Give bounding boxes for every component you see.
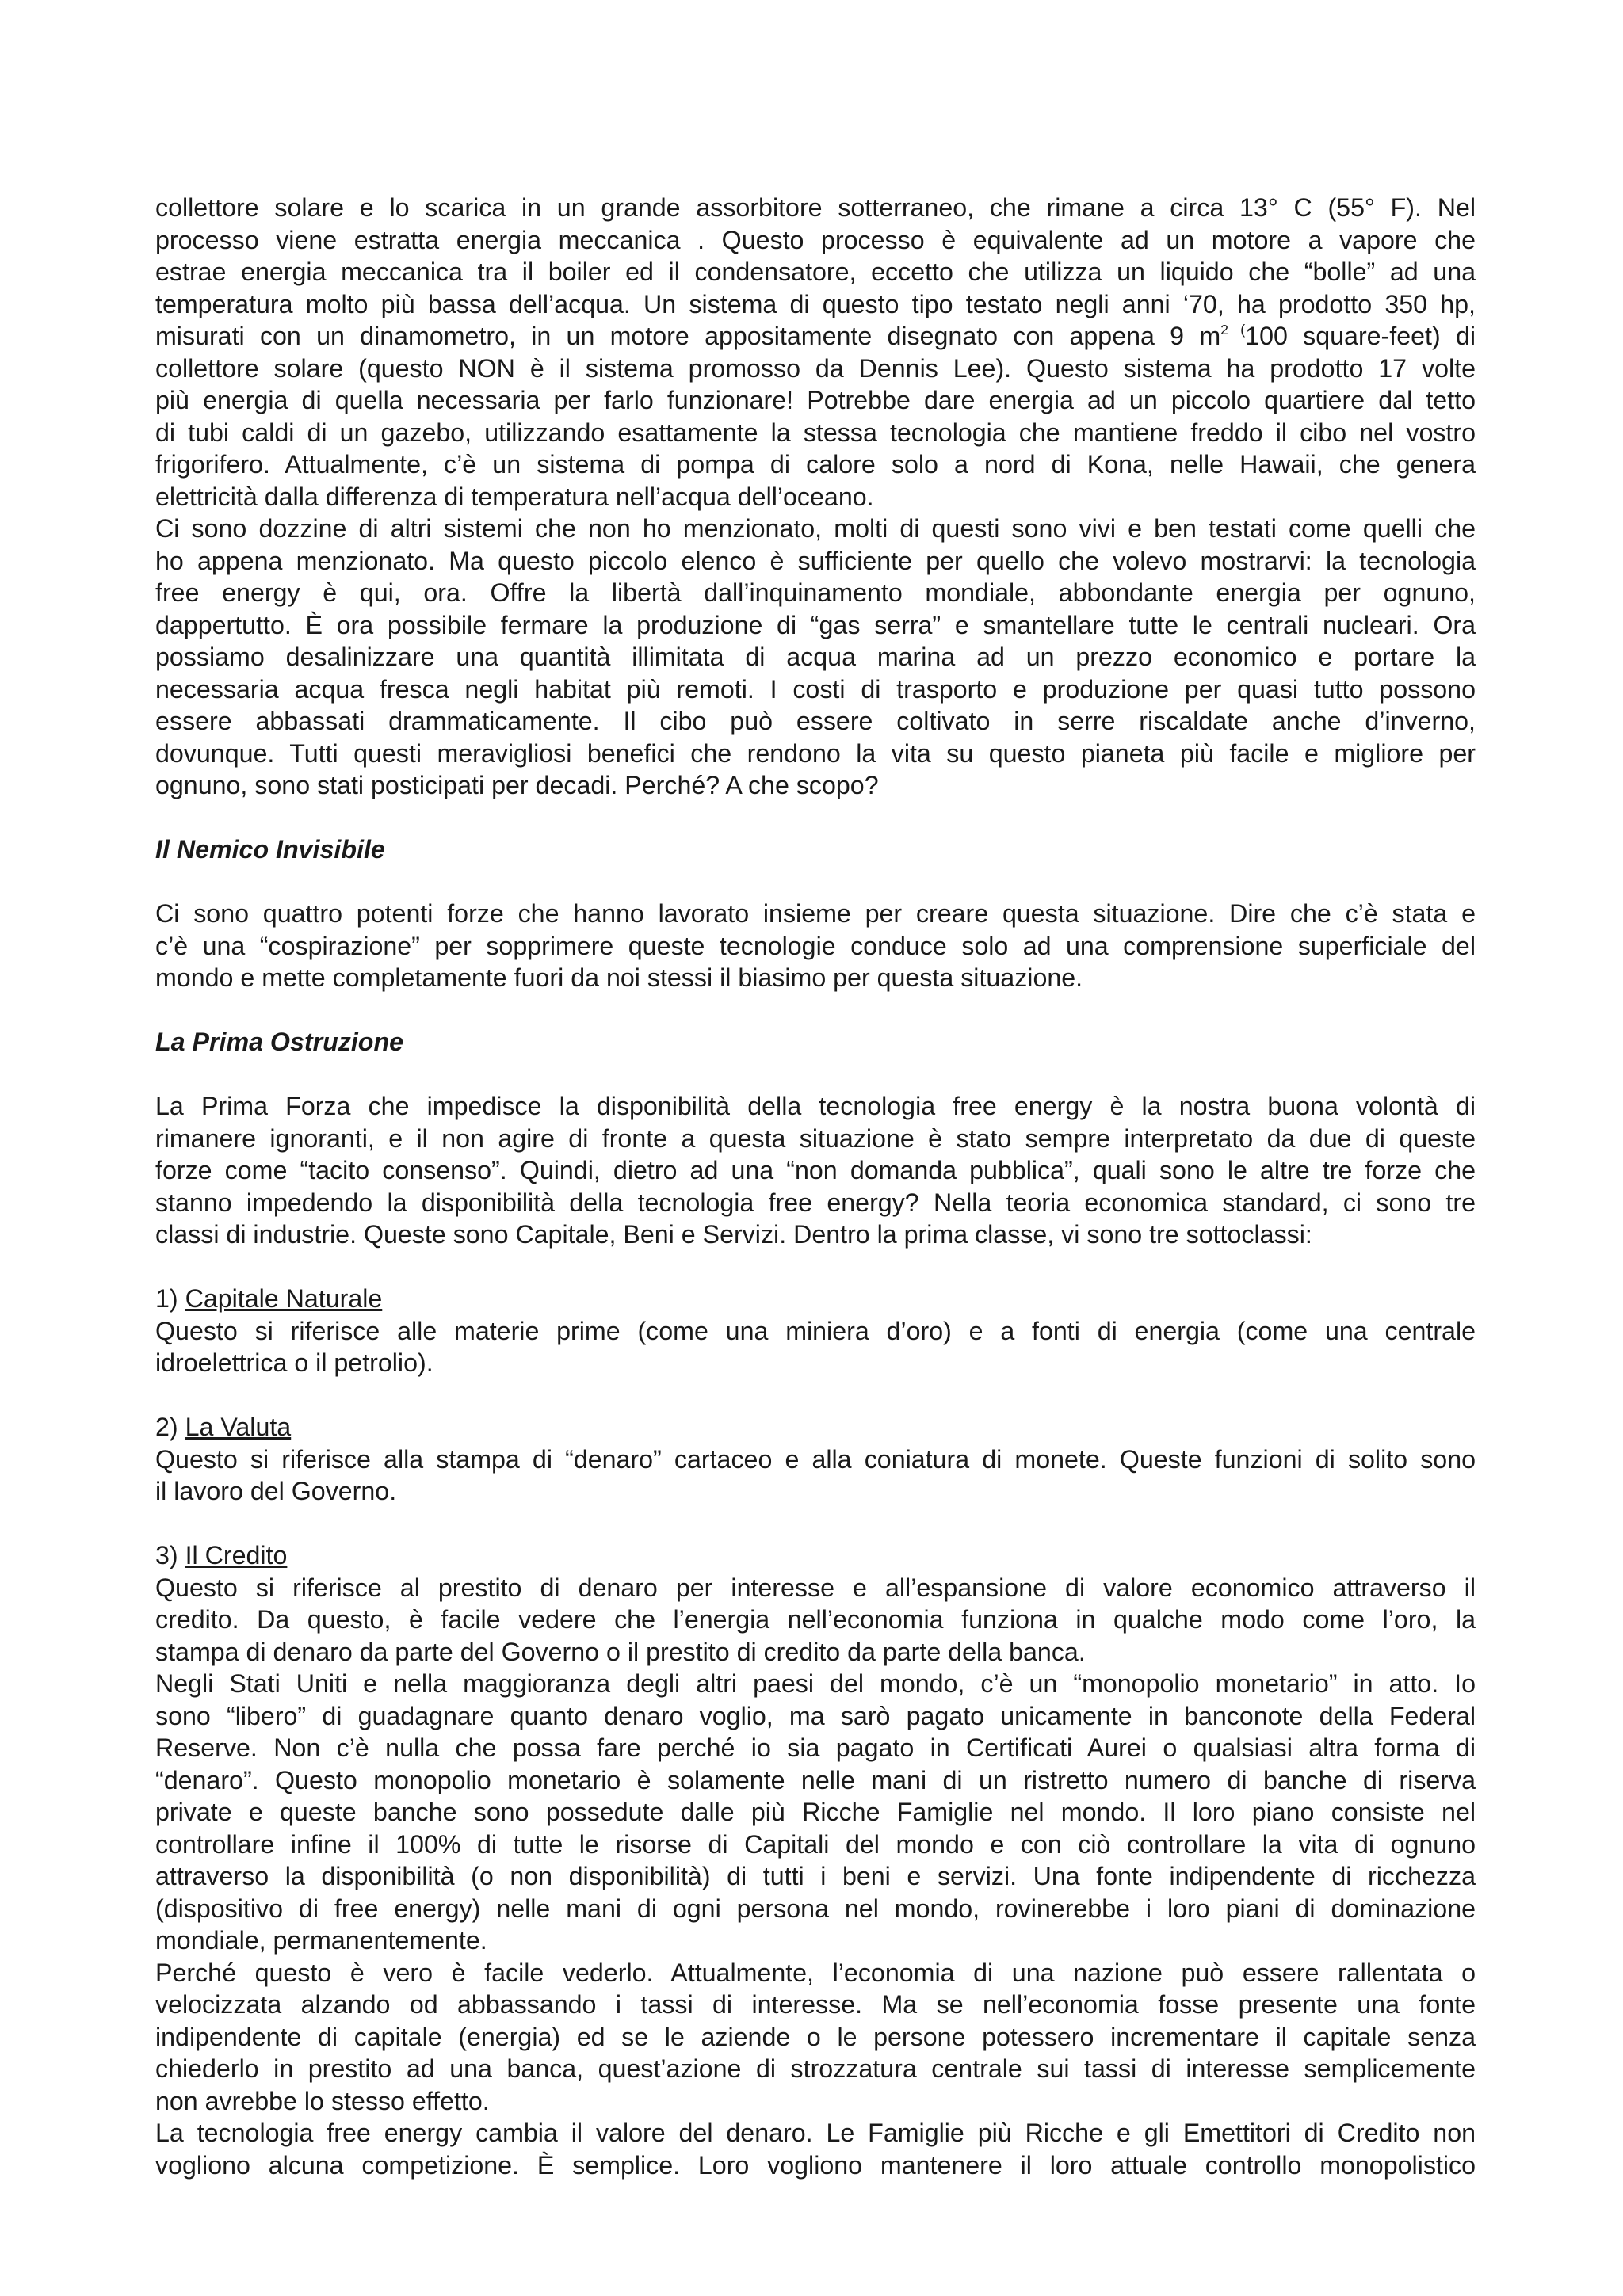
text-line: mondo e mette completamente fuori da noi stessi il biasimo per questa situazione. <box>155 963 1083 992</box>
list-title-text: Il Credito <box>185 1541 288 1569</box>
text-line: Questo si riferisce alle materie prime (come una miniera d’oro) e a fonti di energia (come una centrale <box>155 1316 1476 1345</box>
text-line: c’è una “cospirazione” per sopprimere queste tecnologie conduce solo ad una comprensione superficiale del <box>155 931 1476 960</box>
text-segment: misurati con un dinamometro, in un motore appositamente disegnato con appena 9 m <box>155 322 1221 350</box>
text-line: non avrebbe lo stesso effetto. <box>155 2086 490 2115</box>
text-line: possiamo desalinizzare una quantità illimitata di acqua marina ad un prezzo economico e portare la <box>155 643 1476 671</box>
list-item-title <box>155 1411 1476 1444</box>
text-line: controllare infine il 100% di tutte le risorse di Capitali del mondo e con ciò controllare la vita di ognuno <box>155 1829 1476 1859</box>
text-line: free energy è qui, ora. Offre la libertà dall’inquinamento mondiale, abbondante energia per ognuno, <box>155 578 1476 607</box>
text-line: vogliono alcuna competizione. È semplice. Loro vogliono mantenere il loro attuale controllo monopolistico <box>155 2150 1476 2180</box>
paragraph-monetary-monopoly <box>155 1668 1476 1957</box>
text-line: La tecnologia free energy cambia il valore del denaro. Le Famiglie più Ricche e gli Emettitori di Credito non <box>155 2119 1476 2147</box>
text-line: temperatura molto più bassa dell’acqua. Un sistema di questo tipo testato negli anni ‘70, ha prodotto 350 hp, <box>155 289 1476 318</box>
paragraph-solar-collector <box>155 192 1476 513</box>
text-line: forze come “tacito consenso”. Quindi, dietro ad una “non domanda pubblica”, quali sono le altre tre forze che <box>155 1156 1476 1184</box>
text-line: essere abbassati drammaticamente. Il cibo può essere coltivato in serre riscaldate anche d’inverno, <box>155 707 1476 735</box>
text-line: classi di industrie. Queste sono Capitale, Beni e Servizi. Dentro la prima classe, vi sono tre sottoclassi: <box>155 1220 1312 1249</box>
list-title-text: La Valuta <box>185 1413 292 1441</box>
paragraph-first-force <box>155 1090 1476 1251</box>
list-number: 2) <box>155 1413 185 1441</box>
list-item-currency <box>155 1411 1476 1508</box>
text-line: private e queste banche sono possedute dalle più Ricche Famiglie nel mondo. Il loro piano consiste nel <box>155 1798 1476 1826</box>
text-line: stanno impedendo la disponibilità della tecnologia free energy? Nella teoria economica standard, ci sono tre <box>155 1188 1476 1217</box>
list-item-credit <box>155 1539 1476 1668</box>
list-item-title <box>155 1539 1476 1572</box>
text-line: Reserve. Non c’è nulla che possa fare perché io sia pagato in Certificati Aurei o qualsiasi altra forma di <box>155 1733 1476 1762</box>
text-line: estrae energia meccanica tra il boiler ed il condensatore, eccetto che utilizza un liquido che “bolle” ad una <box>155 257 1476 286</box>
text-line: elettricità dalla differenza di temperatura nell’acqua dell’oceano. <box>155 482 874 511</box>
text-line: sono “libero” di guadagnare quanto denaro voglio, ma sarò pagato unicamente in banconote della Federal <box>155 1701 1476 1730</box>
text-line: Ci sono dozzine di altri sistemi che non ho menzionato, molti di questi sono vivi e ben testati come quelli che <box>155 514 1476 543</box>
paragraph-four-forces <box>155 898 1476 994</box>
text-line: Questo si riferisce alla stampa di “denaro” cartaceo e alla coniatura di monete. Queste funzioni di solito sono <box>155 1444 1476 1474</box>
list-title-text: Capitale Naturale <box>185 1284 383 1313</box>
text-line: più energia di quella necessaria per farlo funzionare! Potrebbe dare energia ad un piccolo quartiere dal tetto <box>155 386 1476 414</box>
text-line: Perché questo è vero è facile vederlo. Attualmente, l’economia di una nazione può essere rallentata o <box>155 1958 1476 1987</box>
text-line: frigorifero. Attualmente, c’è un sistema di pompa di calore solo a nord di Kona, nelle Hawaii, che genera <box>155 450 1476 479</box>
text-line: di tubi caldi di un gazebo, utilizzando esattamente la stessa tecnologia che mantiene freddo il cibo nel vostro <box>155 418 1476 447</box>
text-line: dovunque. Tutti questi meravigliosi benefici che rendono la vita su questo pianeta più facile e migliore per <box>155 738 1476 768</box>
text-line: Negli Stati Uniti e nella maggioranza degli altri paesi del mondo, c’è un “monopolio monetario” in atto. Io <box>155 1669 1476 1698</box>
paragraph-interest-rates <box>155 1957 1476 2118</box>
text-line: (dispositivo di free energy) nelle mani di ogni persona nel mondo, rovinerebbe i loro piani di dominazione <box>155 1894 1476 1923</box>
section-heading-first-obstruction: La Prima Ostruzione <box>155 1028 404 1056</box>
text-line: chiederlo in prestito ad una banca, quest’azione di strozzatura centrale sui tassi di interesse semplicemente <box>155 2054 1476 2083</box>
text-line: necessaria acqua fresca negli habitat più remoti. I costi di trasporto e produzione per quasi tutto possono <box>155 674 1476 704</box>
text-line: indipendente di capitale (energia) ed se le aziende o le persone potessero incrementare il capitale senza <box>155 2022 1476 2051</box>
list-number: 3) <box>155 1541 185 1569</box>
text-line: Questo si riferisce al prestito di denaro per interesse e all’espansione di valore economico attraverso il <box>155 1573 1476 1602</box>
list-number: 1) <box>155 1284 185 1313</box>
text-line: rimanere ignoranti, e il non agire di fronte a questa situazione è stato sempre interpretato da due di queste <box>155 1123 1476 1153</box>
text-line: stampa di denaro da parte del Governo o il prestito di credito da parte della banca. <box>155 1637 1086 1666</box>
text-line: mondiale, permanentemente. <box>155 1926 487 1955</box>
text-line: credito. Da questo, è facile vedere che l’energia nell’economia funziona in qualche modo come l’oro, la <box>155 1605 1476 1634</box>
text-line: il lavoro del Governo. <box>155 1477 397 1505</box>
text-line: processo viene estratta energia meccanica . Questo processo è equivalente ad un motore a vapore che <box>155 225 1476 254</box>
section-heading-invisible-enemy: Il Nemico Invisibile <box>155 835 385 864</box>
document-page <box>155 192 1476 2181</box>
list-item-title <box>155 1283 1476 1315</box>
text-segment: 100 square-feet) di <box>1245 322 1476 350</box>
text-line: attraverso la disponibilità (o non disponibilità) di tutti i beni e servizi. Una fonte indipendente di ricchezza <box>155 1862 1476 1890</box>
text-line: ognuno, sono stati posticipati per decadi. Perché? A che scopo? <box>155 771 879 799</box>
text-line: La Prima Forza che impedisce la disponibilità della tecnologia free energy è la nostra buona volontà di <box>155 1092 1476 1120</box>
superscript: 2 ( <box>1220 321 1246 338</box>
text-line: “denaro”. Questo monopolio monetario è solamente nelle mani di un ristretto numero di banche di riserva <box>155 1765 1476 1794</box>
text-line: ho appena menzionato. Ma questo piccolo elenco è sufficiente per quello che volevo mostrarvi: la tecnologia <box>155 546 1476 575</box>
text-line: collettore solare (questo NON è il sistema promosso da Dennis Lee). Questo sistema ha prodotto 17 volte <box>155 353 1476 383</box>
text-line: collettore solare e lo scarica in un grande assorbitore sotterraneo, che rimane a circa 13° C (55° F). Nel <box>155 193 1476 222</box>
text-line: velocizzata alzando od abbassando i tassi di interesse. Ma se nell’economia fosse presente una fonte <box>155 1990 1476 2019</box>
text-line: dappertutto. È ora possibile fermare la produzione di “gas serra” e smantellare tutte le centrali nucleari. Ora <box>155 610 1476 639</box>
text-line: idroelettrica o il petrolio). <box>155 1348 433 1377</box>
list-item-natural-capital <box>155 1283 1476 1379</box>
paragraph-value-of-money <box>155 2117 1476 2181</box>
paragraph-other-systems <box>155 513 1476 802</box>
text-line: Ci sono quattro potenti forze che hanno lavorato insieme per creare questa situazione. Dire che c’è stata e <box>155 899 1476 928</box>
text-line <box>155 320 1476 353</box>
